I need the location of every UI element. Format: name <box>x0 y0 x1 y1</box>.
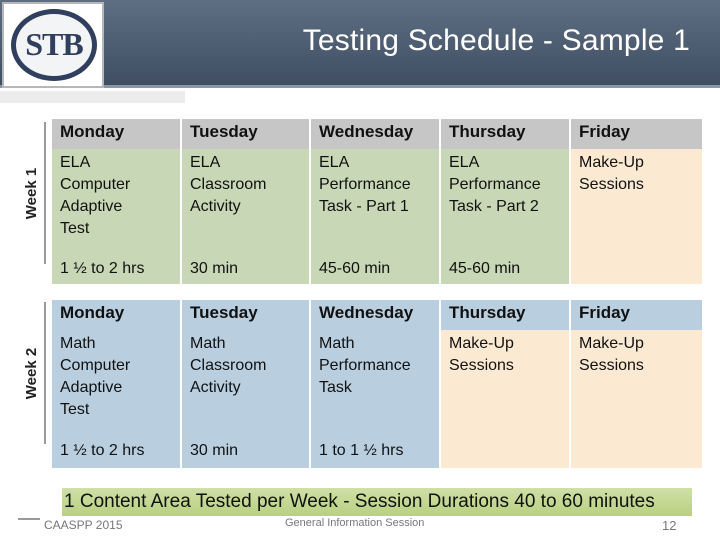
week-1-test-row <box>52 149 702 252</box>
week-2-test-row <box>52 330 702 433</box>
duration-cell: 30 min <box>182 433 311 468</box>
day-header: Thursday <box>441 300 571 330</box>
footer-center-text: General Information Session <box>285 517 425 529</box>
test-cell: ELA Performance Task - Part 1 <box>311 149 441 252</box>
test-cell: Math Computer Adaptive Test <box>52 330 182 433</box>
duration-cell <box>441 433 571 468</box>
title-bar <box>0 0 720 88</box>
footer-left-text: CAASPP 2015 <box>44 518 123 532</box>
week-2-label: Week 2 <box>20 302 46 444</box>
week-2-duration-row <box>52 433 702 468</box>
logo-text: STB <box>25 26 83 62</box>
day-header: Friday <box>571 119 702 149</box>
day-header: Monday <box>52 300 182 330</box>
day-header: Friday <box>571 300 702 330</box>
duration-cell: 1 to 1 ½ hrs <box>311 433 441 468</box>
day-header: Thursday <box>441 119 571 149</box>
summary-banner: 1 Content Area Tested per Week - Session Durations 40 to 60 minutes <box>62 488 692 516</box>
logo <box>2 2 104 88</box>
duration-cell: 45-60 min <box>311 252 441 284</box>
page-number: 12 <box>662 518 677 533</box>
test-cell: ELA Performance Task - Part 2 <box>441 149 571 252</box>
week-1-table <box>52 119 702 284</box>
day-header: Tuesday <box>182 300 311 330</box>
page-title: Testing Schedule - Sample 1 <box>302 24 690 57</box>
test-cell: ELA Computer Adaptive Test <box>52 149 182 252</box>
duration-cell: 45-60 min <box>441 252 571 284</box>
duration-cell <box>571 252 702 284</box>
day-header: Wednesday <box>311 119 441 149</box>
test-cell: Math Classroom Activity <box>182 330 311 433</box>
test-cell: Make-Up Sessions <box>441 330 571 433</box>
week-2-day-row <box>52 300 702 330</box>
day-header: Tuesday <box>182 119 311 149</box>
week-2-table <box>52 300 702 468</box>
day-header: Monday <box>52 119 182 149</box>
day-header: Wednesday <box>311 300 441 330</box>
week-1-day-row <box>52 119 702 149</box>
duration-cell: 1 ½ to 2 hrs <box>52 433 182 468</box>
test-cell: Make-Up Sessions <box>571 330 702 433</box>
week-1-label: Week 1 <box>20 122 46 264</box>
test-cell: Make-Up Sessions <box>571 149 702 252</box>
test-cell: Math Performance Task <box>311 330 441 433</box>
duration-cell: 1 ½ to 2 hrs <box>52 252 182 284</box>
header-accent-strip <box>0 91 185 103</box>
test-cell: ELA Classroom Activity <box>182 149 311 252</box>
footer-divider <box>18 518 40 520</box>
week-1-duration-row <box>52 252 702 284</box>
duration-cell <box>571 433 702 468</box>
duration-cell: 30 min <box>182 252 311 284</box>
